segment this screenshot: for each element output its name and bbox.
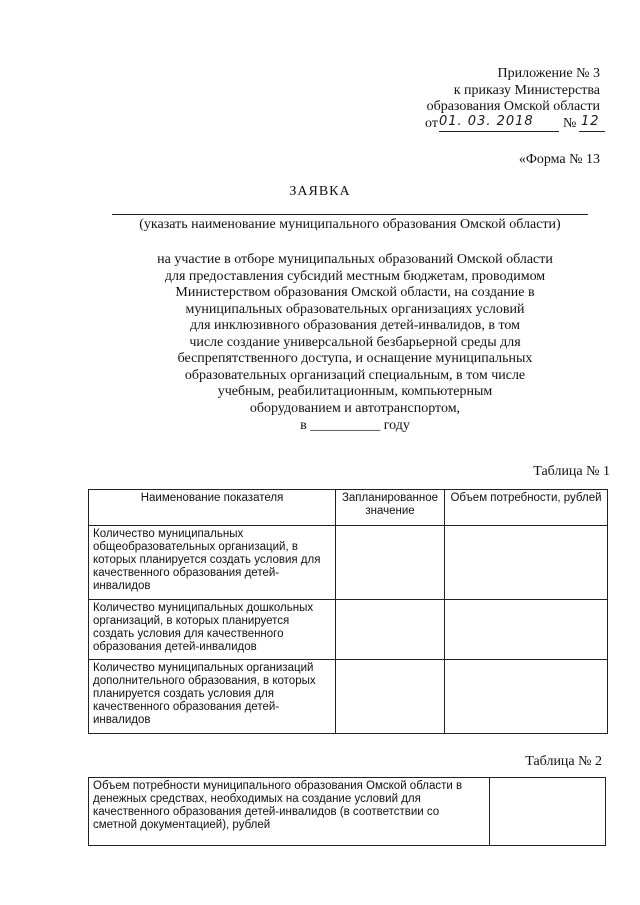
year-prefix: в	[300, 418, 307, 433]
table-row	[89, 778, 606, 846]
body-line: беспрепятственного доступа, и оснащение муниципальных	[177, 351, 533, 366]
header-indicator: Наименование показателя	[89, 490, 336, 526]
table-row	[89, 526, 608, 600]
row-label: Количество муниципальных общеобразовательных организаций, в которых планируется создать условия для качественного образования детей-инвалидов	[89, 526, 336, 600]
body-line: муниципальных образовательных организациях условий	[185, 301, 525, 317]
application-purpose	[100, 252, 610, 417]
body-line: для инклюзивного образования детей-инвалидов, в том	[189, 318, 521, 333]
body-line: на участие в отборе муниципальных образований Омской области	[157, 252, 553, 267]
planned-value-cell[interactable]	[336, 600, 445, 660]
form-label: «Форма № 13	[518, 152, 600, 167]
row-label: Количество муниципальных дошкольных организаций, в которых планируется создать условия для качественного образования детей-инвалидов	[89, 600, 336, 660]
appendix-line: Приложение № 3	[497, 66, 600, 81]
table1-caption: Таблица № 1	[533, 464, 610, 479]
order-line: к приказу Министерства	[453, 82, 600, 98]
planned-value-cell[interactable]	[336, 660, 445, 734]
header-planned-value: Запланированное значение	[336, 490, 445, 526]
ministry-line: образования Омской области	[426, 99, 600, 114]
funding-amount-cell[interactable]	[490, 778, 606, 846]
number-prefix: №	[563, 116, 577, 131]
date-prefix: от	[425, 116, 438, 131]
handwritten-number: 12	[581, 114, 600, 129]
need-amount-cell[interactable]	[445, 660, 608, 734]
body-line: числе создание универсальной безбарьерной среды для	[189, 334, 521, 350]
appendix-header	[427, 66, 600, 116]
number-underline	[579, 131, 605, 132]
year-suffix: году	[383, 418, 410, 433]
table2-caption: Таблица № 2	[525, 754, 602, 769]
funding-table	[88, 777, 606, 846]
table-row	[89, 660, 608, 734]
order-date-line	[425, 116, 605, 136]
header-need-amount: Объем потребности, рублей	[445, 490, 608, 526]
row-label: Количество муниципальных организаций дополнительного образования, в которых планируется создать условия для качественного образования детей-инвалидов	[89, 660, 336, 734]
table-header-row	[89, 490, 608, 526]
body-line: учебным, реабилитационным, компьютерным	[217, 384, 493, 399]
body-line: Министерством образования Омской области, на создание в	[175, 285, 535, 300]
body-line: для предоставления субсидий местным бюджетам, проводимом	[164, 268, 546, 284]
planned-value-cell[interactable]	[336, 526, 445, 600]
table-row	[89, 600, 608, 660]
body-line: оборудованием и автотранспортом,	[249, 400, 461, 416]
row-label: Объем потребности муниципального образования Омской области в денежных средствах, необходимых на создание условий для качественного образования детей-инвалидов (в соответствии со сметной документацией), рублей	[89, 778, 490, 846]
need-amount-cell[interactable]	[445, 526, 608, 600]
indicators-table	[88, 489, 608, 734]
year-blank: __________	[310, 418, 381, 433]
need-amount-cell[interactable]	[445, 600, 608, 660]
name-hint: (указать наименование муниципального образования Омской области)	[139, 217, 561, 232]
document-title: ЗАЯВКА	[289, 184, 351, 199]
name-fill-line	[112, 214, 588, 215]
date-underline	[439, 131, 559, 132]
body-line: образовательных организаций специальным, в том числе	[184, 367, 526, 383]
year-line	[100, 418, 610, 435]
handwritten-date: 01. 03. 2018	[439, 114, 534, 129]
